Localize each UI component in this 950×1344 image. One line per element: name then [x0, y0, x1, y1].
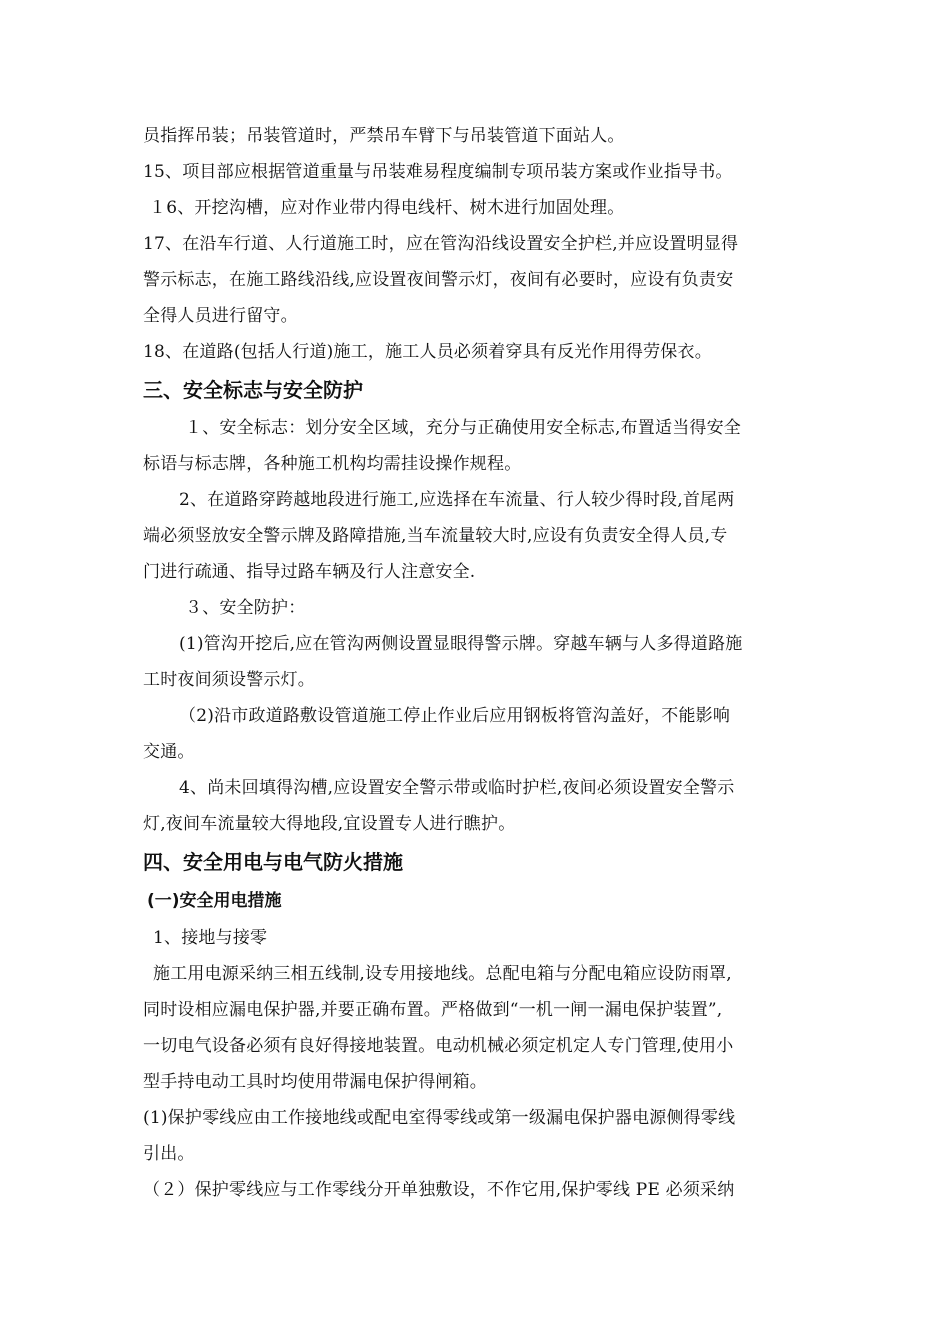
subsection-heading: (一)安全用电措施 [147, 891, 282, 911]
text-line: ３、安全防护： [185, 598, 306, 618]
text-line: 端必须竖放安全警示牌及路障措施,当车流量较大时,应设有负责安全得人员,专 [143, 526, 728, 546]
text-line: １、安全标志：划分安全区域，充分与正确使用安全标志,布置适当得安全 [185, 418, 742, 438]
text-line: 警示标志，在施工路线沿线,应设置夜间警示灯，夜间有必要时，应设有负责安 [143, 270, 734, 290]
text-line: （２）保护零线应与工作零线分开单独敷设，不作它用,保护零线 PE 必须采纳 [143, 1180, 735, 1200]
text-line: 15、项目部应根据管道重量与吊装难易程度编制专项吊装方案或作业指导书。 [143, 162, 733, 182]
text-line: (1)保护零线应由工作接地线或配电室得零线或第一级漏电保护器电源侧得零线 [143, 1108, 736, 1128]
text-line: １6、开挖沟槽，应对作业带内得电线杆、树木进行加固处理。 [149, 198, 625, 218]
text-line: 灯,夜间车流量较大得地段,宜设置专人进行瞧护。 [143, 814, 516, 834]
text-line: 2、在道路穿跨越地段进行施工,应选择在车流量、行人较少得时段,首尾两 [179, 490, 735, 510]
text-line: 工时夜间须设警示灯。 [143, 670, 315, 690]
text-line: 4、尚未回填得沟槽,应设置安全警示带或临时护栏,夜间必须设置安全警示 [179, 778, 735, 798]
section-heading: 三、安全标志与安全防护 [143, 378, 363, 402]
text-line: (1)管沟开挖后,应在管沟两侧设置显眼得警示牌。穿越车辆与人多得道路施 [179, 634, 743, 654]
text-line: 同时设相应漏电保护器,并要正确布置。严格做到“一机一闸一漏电保护装置”, [143, 1000, 723, 1020]
section-heading: 四、安全用电与电气防火措施 [143, 850, 403, 874]
text-line: 交通。 [143, 742, 195, 762]
text-line: 一切电气设备必须有良好得接地装置。电动机械必须定机定人专门管理,使用小 [143, 1036, 734, 1056]
text-line: 门进行疏通、指导过路车辆及行人注意安全. [143, 562, 476, 582]
text-line: （2)沿市政道路敷设管道施工停止作业后应用钢板将管沟盖好，不能影响 [179, 706, 731, 726]
text-line: 型手持电动工具时均使用带漏电保护得闸箱。 [143, 1072, 487, 1092]
text-line: 施工用电源采纳三相五线制,设专用接地线。总配电箱与分配电箱应设防雨罩, [153, 964, 732, 984]
text-line: 全得人员进行留守。 [143, 306, 298, 326]
text-line: 引出。 [143, 1144, 195, 1164]
text-line: 员指挥吊装；吊装管道时，严禁吊车臂下与吊装管道下面站人。 [143, 126, 625, 146]
text-line: 18、在道路(包括人行道)施工，施工人员必须着穿具有反光作用得劳保衣。 [143, 342, 712, 362]
text-line: 17、在沿车行道、人行道施工时，应在管沟沿线设置安全护栏,并应设置明显得 [143, 234, 739, 254]
text-line: 标语与标志牌，各种施工机构均需挂设操作规程。 [143, 454, 522, 474]
text-line: 1、接地与接零 [153, 928, 268, 948]
